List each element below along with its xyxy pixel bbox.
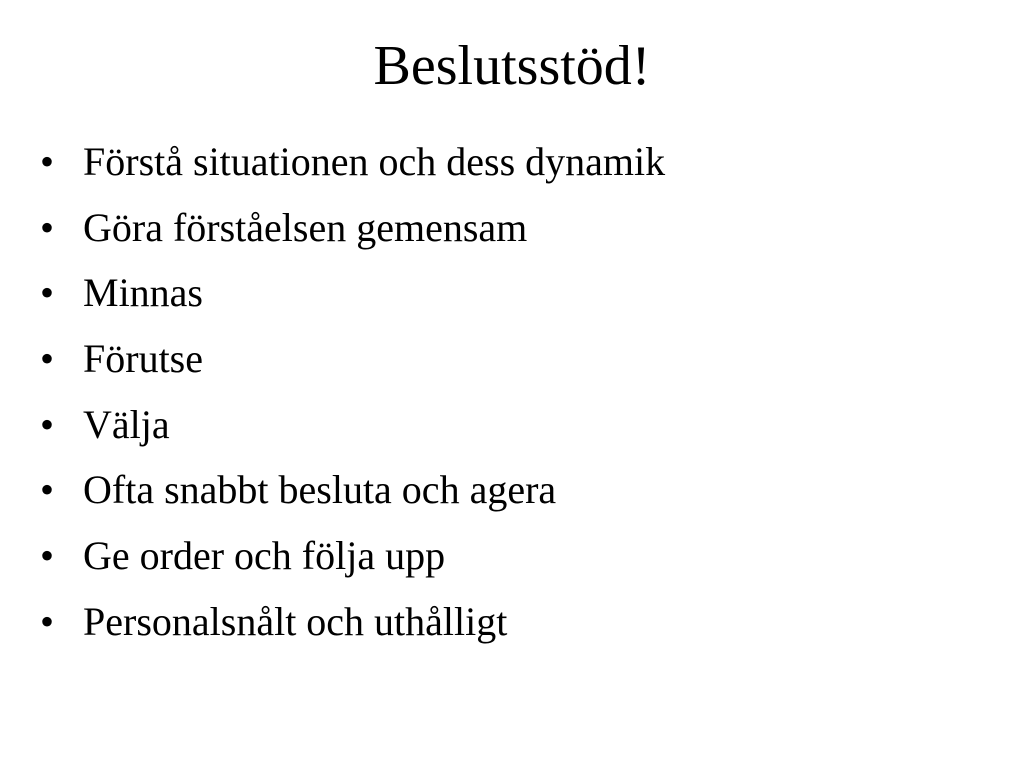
- list-item: [40, 523, 665, 589]
- bullet-mark: •: [40, 204, 55, 250]
- bullet-text: Förutse: [83, 336, 203, 382]
- list-item: [40, 195, 665, 261]
- list-item: [40, 457, 665, 523]
- list-item: [40, 326, 665, 392]
- list-item: [40, 129, 665, 195]
- bullet-mark: •: [40, 467, 55, 513]
- bullet-mark: •: [40, 598, 55, 644]
- bullet-text: Ofta snabbt besluta och agera: [83, 467, 557, 513]
- bullet-text: Förstå situationen och dess dynamik: [83, 139, 666, 184]
- bullet-text: Personalsnålt och uthålligt: [83, 598, 508, 644]
- bullet-text: Göra förståelsen gemensam: [83, 204, 528, 250]
- bullet-mark: •: [40, 270, 55, 316]
- bullet-mark: •: [40, 401, 55, 447]
- bullet-mark: •: [40, 533, 55, 579]
- bullet-mark: •: [40, 139, 55, 184]
- list-item: [40, 260, 665, 326]
- list-item: [40, 392, 665, 458]
- list-item: [40, 589, 665, 655]
- bullet-text: Minnas: [83, 270, 203, 316]
- bullet-text: Välja: [83, 401, 170, 447]
- bullet-list: [40, 129, 665, 655]
- slide-title: Beslutsstöd!: [373, 35, 651, 97]
- bullet-mark: •: [40, 336, 55, 382]
- bullet-text: Ge order och följa upp: [83, 533, 446, 579]
